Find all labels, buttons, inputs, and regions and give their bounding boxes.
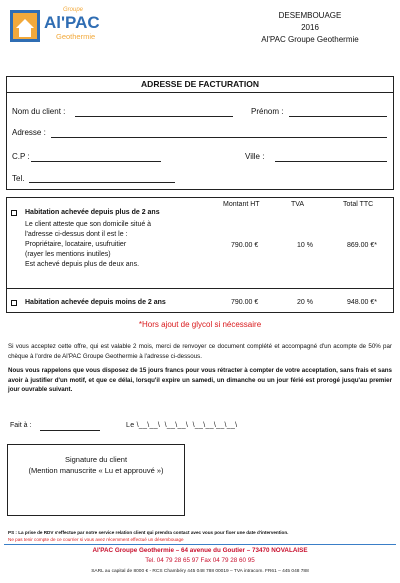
offer-total-plus-2-ans: 869.00 €*: [347, 242, 377, 249]
logo-sub-text: Geothermie: [56, 32, 96, 41]
ville-label: Ville :: [245, 152, 265, 161]
disregard-note: Ne pas tenir compte de ce courrier si vous avez récemment effectué un désembouage: [8, 537, 184, 542]
signature-box[interactable]: [7, 444, 185, 516]
ps-note: PS : La prise de RDV s'effectue par notre service relation client qui prendra contact avec vous pour fixer une date d'intervention.: [8, 530, 289, 535]
fait-a-label: Fait à :: [10, 422, 32, 429]
signature-instruction: (Mention manuscrite « Lu et approuvé »): [28, 466, 164, 475]
footer-company-address: Al'PAC Groupe Geothermie – 64 avenue du Goutier – 73470 NOVALAISE: [92, 547, 308, 554]
nom-field[interactable]: [75, 116, 233, 117]
offer-validity-paragraph: Si vous acceptez cette offre, qui est valable 2 mois, merci de renvoyer ce document complété et accompagné d'un acompte de 50% par chèque à l'ordre de Al'PAC Groupe Geothermie à l'adresse ci-dessous.: [8, 343, 392, 360]
billing-address-box: [6, 76, 394, 190]
offer-detail-line: Est achevé depuis plus de deux ans.: [25, 261, 140, 268]
company-logo: [8, 6, 128, 46]
offer-checkbox-moins-2-ans[interactable]: [11, 300, 17, 306]
retraction-paragraph: Nous vous rappelons que vous disposez de 15 jours francs pour vous rétracter à compter de votre acceptation, sans frais et sans avoir à justifier d'un motif, et que ce délai, lorsqu'il expire un samedi, un dimanche ou un jour férié est prorogé jusqu'au premier jour ouvrable suivant.: [8, 367, 392, 393]
offers-table: [6, 197, 394, 313]
prenom-field[interactable]: [289, 116, 387, 117]
glycol-notice: *Hors ajout de glycol si nécessaire: [138, 320, 262, 329]
title-line-2: 2016: [301, 23, 319, 32]
logo-groupe-text: Groupe: [63, 7, 84, 13]
document-title: [230, 10, 390, 46]
prenom-label: Prénom :: [251, 107, 284, 116]
signature-title: Signature du client: [64, 455, 128, 464]
footer-divider: [4, 544, 396, 545]
col-montant-header: Montant HT: [223, 201, 260, 208]
offer-detail-line: (rayer les mentions inutiles): [25, 251, 111, 258]
nom-label: Nom du client :: [12, 107, 66, 116]
offer-checkbox-plus-2-ans[interactable]: [11, 210, 17, 216]
fait-a-field[interactable]: [40, 430, 100, 431]
col-tva-header: TVA: [291, 201, 305, 208]
offer-montant-plus-2-ans: 790.00 €: [231, 242, 259, 249]
offer-total-moins-2-ans: 948.00 €*: [347, 299, 377, 306]
adresse-label: Adresse :: [12, 128, 46, 137]
offer-detail-line: Propriétaire, locataire, usufruitier: [25, 241, 127, 248]
offer-tva-plus-2-ans: 10 %: [297, 242, 313, 249]
title-line-1: DESEMBOUAGE: [278, 11, 342, 20]
billing-heading: ADRESSE DE FACTURATION: [7, 77, 393, 93]
footer-legal: SARL au capital de 8000 € - RCS Chambéry 445 048 788 00019 – TVA intracom. FR61 – 445 048 788: [91, 569, 309, 574]
offer-detail-line: Le client atteste que son domicile situé à: [25, 221, 152, 228]
offer-tva-moins-2-ans: 20 %: [297, 299, 313, 306]
offer-detail-line: l'adresse ci-dessus dont il est le :: [25, 231, 128, 238]
offer-title-moins-2-ans: Habitation achevée depuis moins de 2 ans: [25, 299, 166, 306]
col-total-header: Total TTC: [343, 201, 374, 208]
table-row-divider: [7, 288, 393, 289]
offer-montant-moins-2-ans: 790.00 €: [231, 299, 259, 306]
tel-field[interactable]: [29, 182, 175, 183]
tel-label: Tel.: [12, 174, 25, 183]
cp-label: C.P :: [12, 152, 30, 161]
date-field[interactable]: Le \__\__\ \__\__\ \__\__\__\__\: [126, 422, 238, 429]
footer-phone-fax: Tel. 04 79 28 65 97 Fax 04 79 28 60 95: [145, 557, 255, 564]
offer-title-plus-2-ans: Habitation achevée depuis plus de 2 ans: [25, 209, 160, 216]
logo-brand-text: Al'PAC: [44, 13, 100, 32]
cp-field[interactable]: [31, 161, 161, 162]
adresse-field[interactable]: [51, 137, 387, 138]
title-line-3: Al'PAC Groupe Geothermie: [261, 35, 359, 44]
ville-field[interactable]: [275, 161, 387, 162]
